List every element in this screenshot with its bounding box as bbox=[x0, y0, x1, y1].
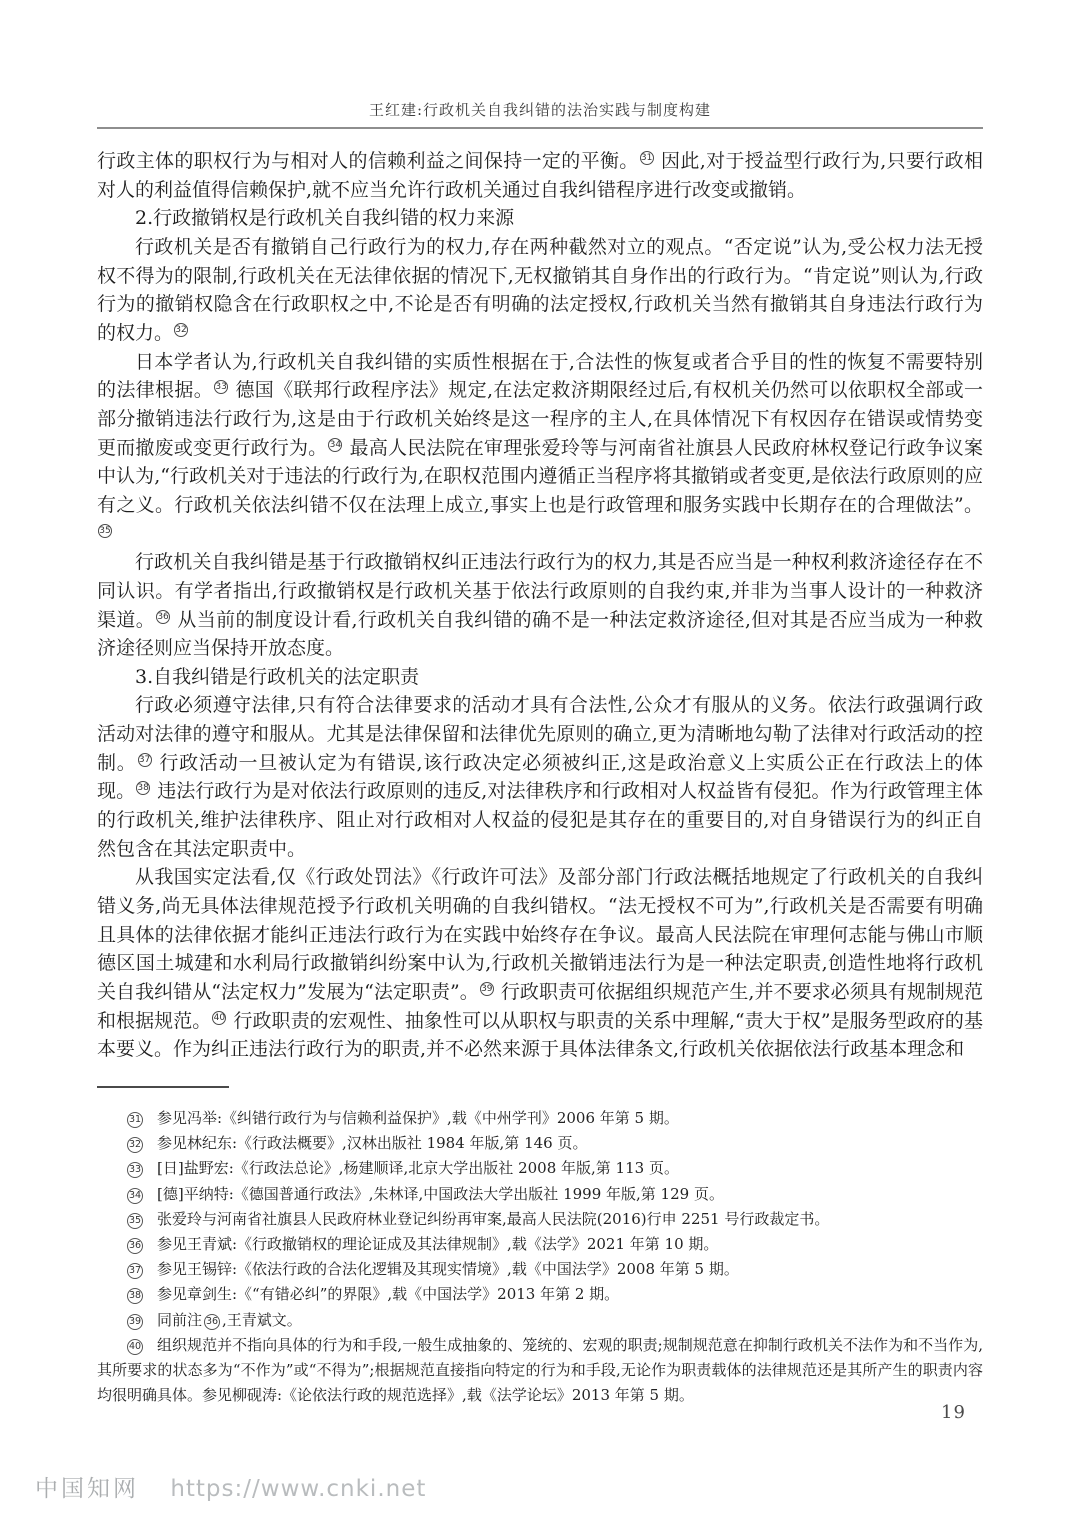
footnote-marker: 33 bbox=[127, 1162, 143, 1178]
cnki-watermark-sitename: 中国知网 bbox=[35, 1476, 139, 1502]
footnote-item: 38 参见章剑生:《“有错必纠”的界限》,载《中国法学》2013 年第 2 期。 bbox=[128, 1285, 620, 1304]
article-body bbox=[97, 147, 983, 1064]
footnote-separator bbox=[97, 1086, 229, 1088]
footnote-item: 35 张爱玲与河南省社旗县人民政府林业登记纠纷再审案,最高人民法院(2016)行申 2251 号行政裁定书。 bbox=[128, 1209, 830, 1228]
footnote-item: 40 组织规范并不指向具体的行为和手段,一般生成抽象的、笼统的、宏观的职责;规制规范意在抑制行政机关不法作为和不当作为,其所要求的状态多为“不作为”或“不得为”;根据规范直接指向特定的行为和手段,无论作为职责载体的法律规范还是其所产生的职责内容均很明确具体。参见柳砚涛:《论依法行政的规范选择》,载《法学论坛》2013 年第 5 期。 bbox=[97, 1335, 983, 1405]
paragraph: 日本学者认为,行政机关自我纠错的实质性根据在于,合法性的恢复或者合乎目的性的恢复不需要特别的法律根据。 33 德国《联邦行政程序法》规定,在法定救济期限经过后,有权机关仍然可以依职权全部或一部分撤销违法行政行为,这是由于行政机关始终是这一程序的主人,在具体情况下有权因存在错误或情势变更而撤废或变更行政行为。 34 最高人民法院在审理张爱玲等与河南省社旗县人民政府林权登记行政争议案中认为,“行政机关对于违法的行政行为,在职权范围内遵循正当程序将其撤销或者变更,是依法行政原则的应有之义。行政机关依法纠错不仅在法理上成立,事实上也是行政管理和服务实践中长期存在的合理做法”。35 bbox=[97, 350, 983, 536]
cnki-watermark bbox=[35, 1470, 426, 1503]
footnote-item: 37 参见王锡锌:《依法行政的合法化逻辑及其现实情境》,载《中国法学》2008 年第 5 期。 bbox=[128, 1260, 739, 1279]
footnote-ref: 33 bbox=[215, 382, 227, 393]
footnote-marker: 34 bbox=[127, 1188, 143, 1204]
footnote-ref: 40 bbox=[213, 1012, 226, 1023]
footnote-item: 34 [德]平纳特:《德国普通行政法》,朱林译,中国政法大学出版社 1999 年版,第 129 页。 bbox=[128, 1184, 724, 1203]
paragraph: 行政必须遵守法律,只有符合法律要求的活动才具有合法性,公众才有服从的义务。依法行政强调行政活动对法律的遵守和服从。尤其是法律保留和法律优先原则的确立,更为清晰地勾勒了法律对行政活动的控制。 37 行政活动一旦被认定为有错误,该行政决定必须被纠正,这是政治意义上实质公正在行政法上的体现。 38 违法行政行为是对依法行政原则的违反,对法律秩序和行政相对人权益皆有侵犯。作为行政管理主体的行政机关,维护法律秩序、阻止对行政相对人权益的侵犯是其存在的重要目的,对自身错误行为的纠正自然包含在其法定职责中。 bbox=[97, 694, 983, 860]
footnotes-block bbox=[97, 1106, 983, 1408]
footnote-item: 33 [日]盐野宏:《行政法总论》,杨建顺译,北京大学出版社 2008 年版,第 113 页。 bbox=[128, 1159, 679, 1178]
footnote-ref: 35 bbox=[99, 525, 111, 536]
footnote-ref: 39 bbox=[481, 984, 493, 995]
paragraph: 行政机关是否有撤销自己行政行为的权力,存在两种截然对立的观点。“否定说”认为,受公权力法无授权不得为的限制,行政机关在无法律依据的情况下,无权撤销其自身作出的行政行为。“肯定说”则认为,行政行为的撤销权隐含在行政职权之中,不论是否有明确的法定授权,行政机关当然有撤销其自身违法行政行为的权力。 32 bbox=[97, 235, 983, 344]
cnki-watermark-url: https://www.cnki.net bbox=[170, 1476, 427, 1502]
paragraph: 行政主体的职权行为与相对人的信赖利益之间保持一定的平衡。 31 因此,对于授益型行政行为,只要行政相对人的利益值得信赖保护,就不应当允许行政机关通过自我纠错程序进行改变或撤销。 bbox=[97, 150, 983, 201]
footnote-ref: 37 bbox=[138, 754, 151, 765]
footnote-marker: 38 bbox=[127, 1288, 143, 1304]
paragraph: 从我国实定法看,仅《行政处罚法》《行政许可法》及部分部门行政法概括地规定了行政机关的自我纠错义务,尚无具体法律规范授予行政机关明确的自我纠错权。“法无授权不可为”,行政机关是否需要有明确且具体的法律依据才能纠正违法行政行为在实践中始终存在争议。最高人民法院在审理何志能与佛山市顺德区国土城建和水利局行政撤销纠纷案中认为,行政机关撤销违法行为是一种法定职责,创造性地将行政机关自我纠错从“法定权力”发展为“法定职责”。 39 行政职责可依据组织规范产生,并不要求必须具有规制规范和根据规范。 40 行政职责的宏观性、抽象性可以从职权与职责的关系中理解,“责大于权”是服务型政府的基本要义。作为纠正违法行政行为的职责,并不必然来源于具体法律条文,行政机关依据依法行政基本理念和 bbox=[97, 866, 983, 1061]
footnote-marker: 39 bbox=[127, 1314, 143, 1330]
section-heading: 3.自我纠错是行政机关的法定职责 bbox=[135, 665, 420, 688]
paragraph: 行政机关自我纠错是基于行政撤销权纠正违法行政行为的权力,其是否应当是一种权利救济途径存在不同认识。有学者指出,行政撤销权是行政机关基于依法行政原则的自我约束,并非为当事人设计的一种救济渠道。 36 从当前的制度设计看,行政机关自我纠错的确不是一种法定救济途径,但对其是否应当成为一种救济途径则应当保持开放态度。 bbox=[97, 551, 983, 660]
running-header: 王红建:行政机关自我纠错的法治实践与制度构建 bbox=[368, 101, 712, 119]
section-heading: 2.行政撤销权是行政机关自我纠错的权力来源 bbox=[135, 207, 515, 230]
footnote-ref: 32 bbox=[175, 324, 187, 335]
footnote-ref: 36 bbox=[157, 611, 169, 622]
footnote-item: 32 参见林纪东:《行政法概要》,汉林出版社 1984 年版,第 146 页。 bbox=[128, 1134, 588, 1153]
footnote-marker: 35 bbox=[127, 1213, 143, 1229]
page-number: 19 bbox=[941, 1402, 966, 1423]
footnote-ref: 38 bbox=[137, 783, 149, 794]
footnote-item: 39 同前注 36 ,王青斌文。 bbox=[128, 1310, 302, 1329]
footnote-ref: 31 bbox=[640, 153, 653, 163]
footnote-marker: 32 bbox=[127, 1137, 143, 1153]
footnote-ref: 36 bbox=[204, 1314, 220, 1330]
footnote-marker: 31 bbox=[127, 1112, 143, 1128]
header-rule bbox=[97, 127, 983, 129]
footnote-item: 36 参见王青斌:《行政撤销权的理论证成及其法律规制》,载《法学》2021 年第 10 期。 bbox=[128, 1235, 719, 1254]
footnote-item: 31 参见冯举:《纠错行政行为与信赖利益保护》,载《中州学刊》2006 年第 5 期。 bbox=[128, 1109, 679, 1127]
footnote-marker: 37 bbox=[127, 1263, 143, 1279]
footnote-ref: 34 bbox=[329, 439, 342, 450]
footnote-marker: 40 bbox=[127, 1339, 143, 1355]
footnote-marker: 36 bbox=[127, 1238, 143, 1254]
